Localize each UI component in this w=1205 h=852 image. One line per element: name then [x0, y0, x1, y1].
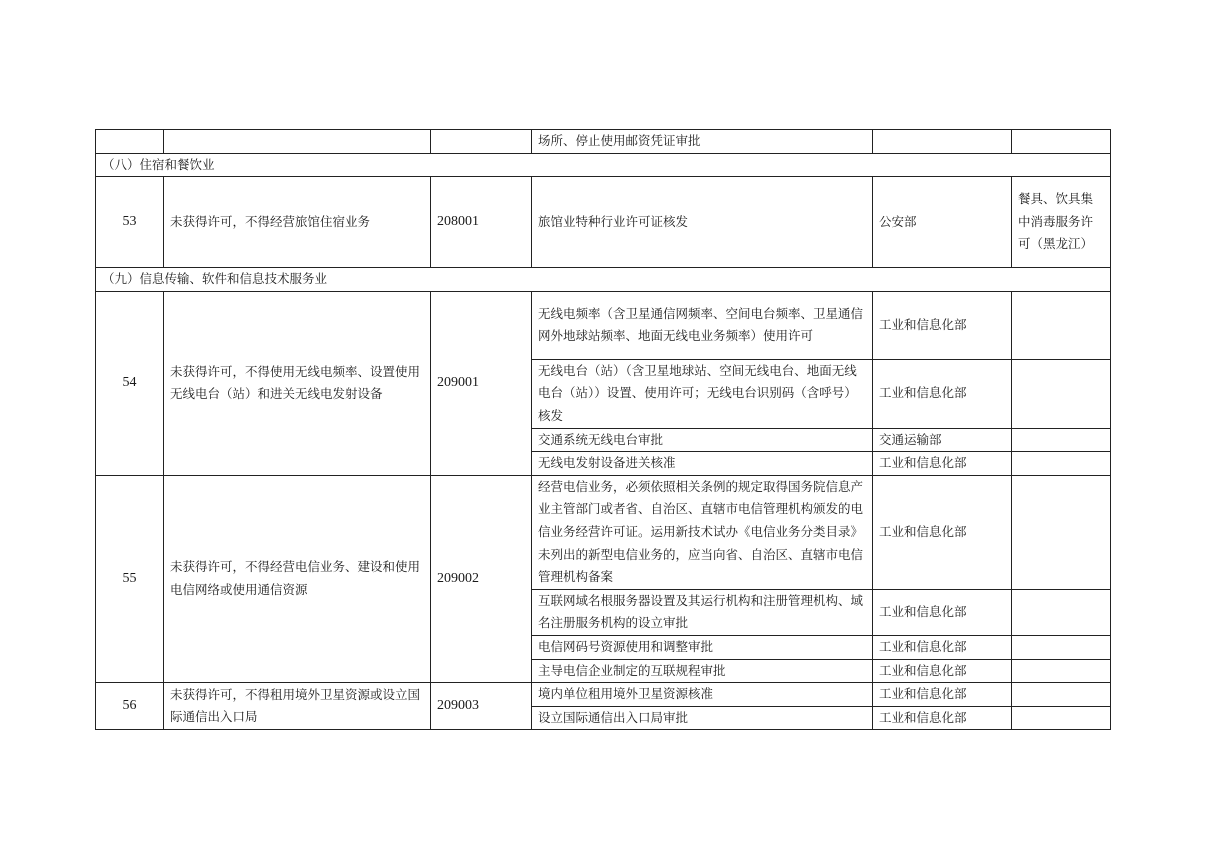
note-cell: [1012, 359, 1111, 428]
note-cell: [1012, 635, 1111, 659]
dept-cell: 工业和信息化部: [873, 635, 1012, 659]
note-cell: [1012, 130, 1111, 154]
dept-cell: 公安部: [873, 177, 1012, 268]
dept-cell: 工业和信息化部: [873, 475, 1012, 589]
item-cell: 互联网域名根服务器设置及其运行机构和注册管理机构、域名注册服务机构的设立审批: [532, 589, 873, 635]
dept-cell: [873, 130, 1012, 154]
note-cell: [1012, 428, 1111, 452]
code-cell: [431, 130, 532, 154]
table-row: [96, 291, 1111, 359]
measure-cell: 未获得许可，不得经营旅馆住宿业务: [164, 177, 431, 268]
table-row: [96, 177, 1111, 268]
no-cell: 56: [96, 683, 164, 730]
code-cell: 208001: [431, 177, 532, 268]
code-cell: 209001: [431, 291, 532, 475]
item-cell: 主导电信企业制定的互联规程审批: [532, 659, 873, 683]
item-cell: 无线电发射设备进关核准: [532, 452, 873, 476]
measure-cell: 未获得许可，不得经营电信业务、建设和使用电信网络或使用通信资源: [164, 475, 431, 682]
dept-cell: 工业和信息化部: [873, 659, 1012, 683]
item-cell: 无线电台（站）（含卫星地球站、空间无线电台、地面无线电台（站））设置、使用许可；无线电台识别码（含呼号）核发: [532, 359, 873, 428]
section-title: （八）住宿和餐饮业: [96, 153, 1111, 177]
item-cell: 电信网码号资源使用和调整审批: [532, 635, 873, 659]
dept-cell: 工业和信息化部: [873, 706, 1012, 730]
note-cell: [1012, 706, 1111, 730]
code-cell: 209002: [431, 475, 532, 682]
table-row: [96, 475, 1111, 589]
table-row: [96, 683, 1111, 707]
section-title: （九）信息传输、软件和信息技术服务业: [96, 268, 1111, 292]
dept-cell: 工业和信息化部: [873, 589, 1012, 635]
code-cell: 209003: [431, 683, 532, 730]
license-table: [95, 129, 1111, 730]
note-cell: [1012, 475, 1111, 589]
no-cell: 54: [96, 291, 164, 475]
no-cell: 55: [96, 475, 164, 682]
measure-cell: 未获得许可，不得租用境外卫星资源或设立国际通信出入口局: [164, 683, 431, 730]
section-row: [96, 153, 1111, 177]
note-cell: [1012, 683, 1111, 707]
note-cell: [1012, 589, 1111, 635]
measure-cell: 未获得许可，不得使用无线电频率、设置使用无线电台（站）和进关无线电发射设备: [164, 291, 431, 475]
no-cell: [96, 130, 164, 154]
item-cell: 旅馆业特种行业许可证核发: [532, 177, 873, 268]
measure-cell: [164, 130, 431, 154]
table-row: [96, 130, 1111, 154]
item-cell: 境内单位租用境外卫星资源核准: [532, 683, 873, 707]
dept-cell: 工业和信息化部: [873, 683, 1012, 707]
item-cell: 交通系统无线电台审批: [532, 428, 873, 452]
note-cell: [1012, 452, 1111, 476]
item-cell: 设立国际通信出入口局审批: [532, 706, 873, 730]
dept-cell: 工业和信息化部: [873, 452, 1012, 476]
item-cell: 无线电频率（含卫星通信网频率、空间电台频率、卫星通信网外地球站频率、地面无线电业务频率）使用许可: [532, 291, 873, 359]
no-cell: 53: [96, 177, 164, 268]
section-row: [96, 268, 1111, 292]
note-cell: [1012, 659, 1111, 683]
item-cell: 场所、停止使用邮资凭证审批: [532, 130, 873, 154]
item-cell: 经营电信业务，必须依照相关条例的规定取得国务院信息产业主管部门或者省、自治区、直辖市电信管理机构颁发的电信业务经营许可证。运用新技术试办《电信业务分类目录》未列出的新型电信业务的，应当向省、自治区、直辖市电信管理机构备案: [532, 475, 873, 589]
note-cell: [1012, 291, 1111, 359]
note-cell: 餐具、饮具集中消毒服务许可（黑龙江）: [1012, 177, 1111, 268]
dept-cell: 交通运输部: [873, 428, 1012, 452]
dept-cell: 工业和信息化部: [873, 359, 1012, 428]
dept-cell: 工业和信息化部: [873, 291, 1012, 359]
